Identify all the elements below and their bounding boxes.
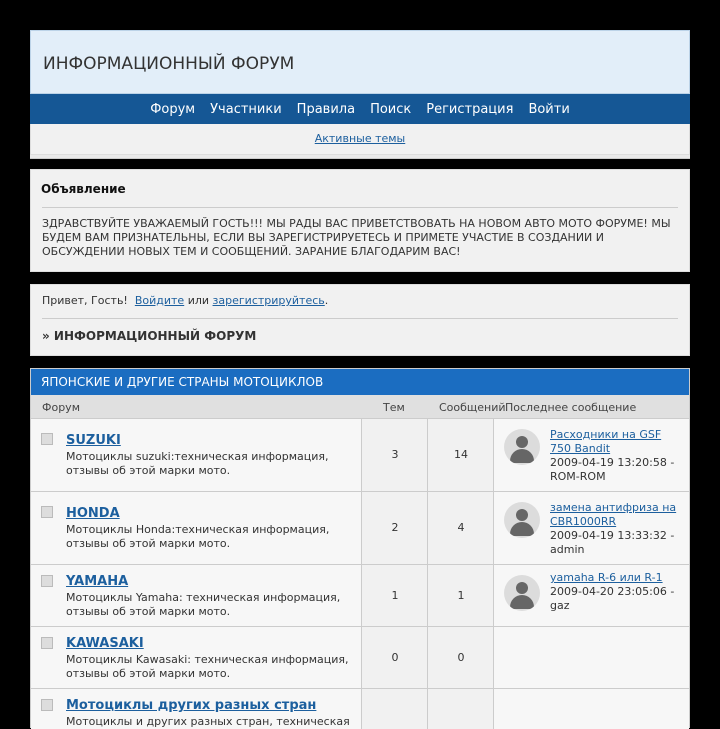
greeting-divider bbox=[42, 318, 678, 319]
forum-row bbox=[31, 627, 689, 689]
register-link[interactable]: зарегистрируйтесь bbox=[212, 294, 325, 307]
forum-description: Мотоциклы Kawasaki: техническая информация, отзывы об этой марки мото. bbox=[66, 653, 349, 680]
last-post-cell bbox=[493, 419, 689, 491]
forum-cell bbox=[31, 565, 361, 626]
posts-cell bbox=[427, 689, 494, 729]
forum-cell bbox=[31, 689, 361, 729]
main-nav bbox=[30, 94, 690, 124]
announcement-divider bbox=[42, 207, 678, 208]
nav-register[interactable]: Регистрация bbox=[426, 101, 514, 117]
topics-count: 1 bbox=[391, 589, 399, 602]
col-topics: Тем bbox=[383, 401, 405, 414]
last-post-cell bbox=[493, 627, 689, 688]
category-title[interactable]: ЯПОНСКИЕ И ДРУГИЕ СТРАНЫ МОТОЦИКЛОВ bbox=[31, 369, 689, 395]
topics-cell bbox=[361, 627, 428, 688]
active-topics-link[interactable]: Активные темы bbox=[314, 132, 406, 145]
avatar-icon bbox=[504, 429, 540, 465]
topics-count: 2 bbox=[391, 521, 399, 534]
greeting-line bbox=[42, 294, 328, 307]
posts-cell bbox=[427, 565, 494, 626]
avatar-icon bbox=[504, 502, 540, 538]
forum-status-icon bbox=[41, 699, 53, 711]
topics-count: 0 bbox=[391, 651, 399, 664]
last-post-cell bbox=[493, 689, 689, 729]
last-post-info bbox=[550, 428, 683, 484]
forum-status-icon bbox=[41, 637, 53, 649]
forum-status-icon bbox=[41, 575, 53, 587]
forum-name[interactable]: KAWASAKI bbox=[66, 636, 144, 651]
nav-forum[interactable]: Форум bbox=[150, 101, 196, 117]
greeting-box bbox=[30, 284, 690, 356]
announcement-box bbox=[30, 169, 690, 272]
title-bar bbox=[30, 30, 690, 94]
header-divider bbox=[30, 155, 690, 159]
posts-count: 4 bbox=[457, 521, 465, 534]
last-post-link[interactable]: yamaha R-6 или R-1 bbox=[550, 571, 663, 584]
nav-search[interactable]: Поиск bbox=[370, 101, 412, 117]
last-post-info bbox=[550, 571, 683, 613]
sub-nav bbox=[30, 124, 690, 155]
posts-count: 14 bbox=[454, 448, 468, 461]
topics-cell bbox=[361, 689, 428, 729]
avatar-icon bbox=[504, 575, 540, 611]
nav-login[interactable]: Войти bbox=[528, 101, 570, 117]
posts-count: 1 bbox=[457, 589, 465, 602]
col-posts: Сообщений bbox=[439, 401, 506, 414]
site-title: ИНФОРМАЦИОННЫЙ ФОРУМ bbox=[43, 54, 295, 74]
col-last-post: Последнее сообщение bbox=[505, 401, 637, 414]
forum-name[interactable]: Мотоциклы других разных стран bbox=[66, 698, 317, 713]
last-post-meta: 2009-04-19 13:33:32 - admin bbox=[550, 529, 675, 556]
forum-description: Мотоциклы Yamaha: техническая информация, отзывы об этой марки мото. bbox=[66, 591, 341, 618]
forum-row bbox=[31, 492, 689, 565]
last-post-info bbox=[550, 501, 683, 557]
login-link[interactable]: Войдите bbox=[134, 294, 185, 307]
last-post-meta: 2009-04-19 13:20:58 - ROM-ROM bbox=[550, 456, 675, 483]
forum-category bbox=[30, 368, 690, 728]
column-headers bbox=[31, 395, 689, 419]
forum-description: Мотоциклы suzuki:техническая информация, отзывы об этой марки мото. bbox=[66, 450, 329, 477]
last-post-link[interactable]: Расходники на GSF 750 Bandit bbox=[550, 428, 662, 455]
forum-row bbox=[31, 565, 689, 627]
forum-row bbox=[31, 419, 689, 492]
forum-name[interactable]: YAMAHA bbox=[66, 574, 129, 589]
nav-members[interactable]: Участники bbox=[210, 101, 282, 117]
posts-cell bbox=[427, 492, 494, 564]
forum-name[interactable]: SUZUKI bbox=[66, 433, 121, 448]
posts-cell bbox=[427, 419, 494, 491]
topics-cell bbox=[361, 419, 428, 491]
forum-description: Мотоциклы и других разных стран, техническая bbox=[66, 715, 350, 728]
topics-count: 3 bbox=[391, 448, 399, 461]
col-forum: Форум bbox=[42, 401, 80, 414]
period-text: . bbox=[324, 294, 329, 307]
last-post-meta: 2009-04-20 23:05:06 - gaz bbox=[550, 585, 675, 612]
announcement-title: Объявление bbox=[41, 182, 126, 196]
last-post-link[interactable]: замена антифриза на CBR1000RR bbox=[550, 501, 677, 528]
topics-cell bbox=[361, 492, 428, 564]
forum-cell bbox=[31, 492, 361, 564]
breadcrumb: » ИНФОРМАЦИОННЫЙ ФОРУМ bbox=[42, 329, 257, 343]
last-post-cell bbox=[493, 565, 689, 626]
forum-row bbox=[31, 689, 689, 729]
greeting-text: Привет, Гость! bbox=[42, 294, 128, 307]
posts-count: 0 bbox=[457, 651, 465, 664]
forum-cell bbox=[31, 627, 361, 688]
posts-cell bbox=[427, 627, 494, 688]
topics-cell bbox=[361, 565, 428, 626]
forum-name[interactable]: HONDA bbox=[66, 506, 120, 521]
forum-status-icon bbox=[41, 433, 53, 445]
forum-header bbox=[30, 30, 690, 158]
announcement-text: ЗДРАВСТВУЙТЕ УВАЖАЕМЫЙ ГОСТЬ!!! МЫ РАДЫ ВАС ПРИВЕТСТВОВАТЬ НА НОВОМ АВТО МОТО ФОРУМЕ! МЫ БУДЕМ ВАМ ПРИЗНАТЕЛЬНЫ, ЕСЛИ ВЫ ЗАРЕГИСТРИРУЕТЕСЬ И ПРИМЕТЕ УЧАСТИЕ В СОЗДАНИИ И ОБСУЖДЕНИИ НОВЫХ ТЕМ И СООБЩЕНИЙ. ЗАРАНИЕ БЛАГОДАРИМ ВАС! bbox=[42, 217, 671, 258]
last-post-cell bbox=[493, 492, 689, 564]
forum-description: Мотоциклы Honda:техническая информация, отзывы об этой марки мото. bbox=[66, 523, 330, 550]
forum-cell bbox=[31, 419, 361, 491]
nav-rules[interactable]: Правила bbox=[296, 101, 356, 117]
forum-status-icon bbox=[41, 506, 53, 518]
or-text: или bbox=[187, 294, 210, 307]
